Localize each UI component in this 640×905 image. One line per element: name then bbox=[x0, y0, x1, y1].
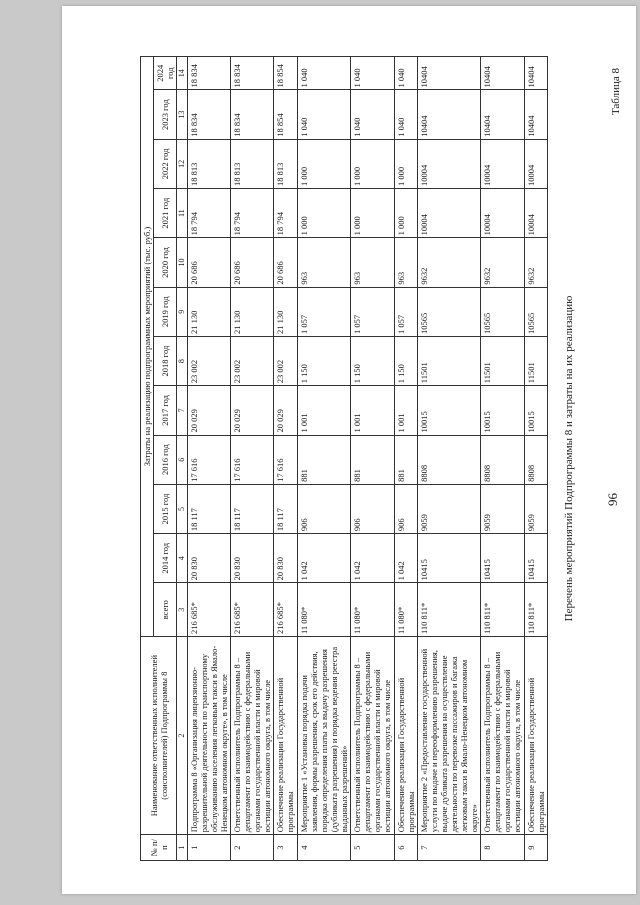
table-row bbox=[187, 57, 230, 861]
row-year-value: 10404 bbox=[524, 90, 547, 139]
header-year: 2024 год bbox=[154, 57, 177, 90]
row-number: 3 bbox=[274, 835, 297, 861]
row-year-value: 20 830 bbox=[230, 534, 273, 583]
row-year-value: 18 813 bbox=[187, 139, 230, 188]
row-total: 11 080* bbox=[297, 583, 351, 637]
row-year-value: 17 616 bbox=[187, 435, 230, 484]
row-year-value: 9059 bbox=[524, 484, 547, 533]
row-year-value: 21 130 bbox=[274, 287, 297, 336]
header-year: 2019 год bbox=[154, 287, 177, 336]
column-index: 12 bbox=[177, 139, 188, 188]
row-year-value: 10404 bbox=[481, 90, 524, 139]
row-name: Подпрограмма 8 «Организация лицензионно-разрешительной деятельности по транспортному обслуживанию населения легковым такси в Ямало-Ненецком автономном округе», в том числе bbox=[187, 637, 230, 835]
row-year-value: 10004 bbox=[481, 139, 524, 188]
row-year-value: 906 bbox=[351, 484, 394, 533]
row-year-value: 9632 bbox=[417, 238, 481, 287]
row-year-value: 1 040 bbox=[351, 90, 394, 139]
row-year-value: 20 029 bbox=[230, 386, 273, 435]
row-year-value: 10415 bbox=[524, 534, 547, 583]
row-total: 11 080* bbox=[394, 583, 417, 637]
row-year-value: 11501 bbox=[481, 336, 524, 385]
column-index: 6 bbox=[177, 435, 188, 484]
row-year-value: 10415 bbox=[481, 534, 524, 583]
row-year-value: 1 040 bbox=[297, 57, 351, 90]
row-year-value: 1 042 bbox=[351, 534, 394, 583]
row-year-value: 1 000 bbox=[297, 139, 351, 188]
column-index: 14 bbox=[177, 57, 188, 90]
row-year-value: 10565 bbox=[417, 287, 481, 336]
row-year-value: 10004 bbox=[524, 139, 547, 188]
header-year: 2018 год bbox=[154, 336, 177, 385]
row-year-value: 18 834 bbox=[230, 90, 273, 139]
row-name: Обеспечение реализации Государственной программы bbox=[394, 637, 417, 835]
column-index: 10 bbox=[177, 238, 188, 287]
table-header bbox=[141, 57, 177, 861]
row-year-value: 1 150 bbox=[297, 336, 351, 385]
row-year-value: 17 616 bbox=[274, 435, 297, 484]
row-year-value: 1 040 bbox=[394, 90, 417, 139]
measures-costs-table bbox=[140, 56, 548, 861]
column-index: 7 bbox=[177, 386, 188, 435]
column-index: 13 bbox=[177, 90, 188, 139]
column-index: 8 bbox=[177, 336, 188, 385]
column-index-row bbox=[177, 57, 188, 861]
row-year-value: 1 057 bbox=[297, 287, 351, 336]
row-year-value: 1 000 bbox=[394, 139, 417, 188]
row-year-value: 1 001 bbox=[351, 386, 394, 435]
row-year-value: 21 130 bbox=[230, 287, 273, 336]
row-year-value: 23 002 bbox=[187, 336, 230, 385]
row-name: Мероприятие 2 «Предоставление государственной услуги по выдаче и переоформлению разрешения, выдаче дубликата разрешения на осуществление деятельности по перевозке пассажиров и багажа легковым такси в Ямало-Ненецком автономном округе» bbox=[417, 637, 481, 835]
row-year-value: 1 150 bbox=[351, 336, 394, 385]
row-year-value: 8808 bbox=[524, 435, 547, 484]
header-total: всего bbox=[154, 583, 177, 637]
header-year: 2017 год bbox=[154, 386, 177, 435]
column-index: 3 bbox=[177, 583, 188, 637]
row-year-value: 1 150 bbox=[394, 336, 417, 385]
row-year-value: 1 057 bbox=[394, 287, 417, 336]
table-row bbox=[524, 57, 547, 861]
row-total: 216 685* bbox=[274, 583, 297, 637]
row-year-value: 1 057 bbox=[351, 287, 394, 336]
row-number: 5 bbox=[351, 835, 394, 861]
row-year-value: 20 686 bbox=[230, 238, 273, 287]
row-year-value: 10004 bbox=[481, 189, 524, 238]
row-name: Обеспечение реализации Государственной программы bbox=[274, 637, 297, 835]
row-year-value: 1 000 bbox=[297, 189, 351, 238]
header-year: 2020 год bbox=[154, 238, 177, 287]
row-year-value: 906 bbox=[297, 484, 351, 533]
row-year-value: 906 bbox=[394, 484, 417, 533]
header-year: 2015 год bbox=[154, 484, 177, 533]
row-year-value: 10565 bbox=[481, 287, 524, 336]
row-year-value: 18 854 bbox=[274, 90, 297, 139]
table-row bbox=[481, 57, 524, 861]
row-year-value: 20 686 bbox=[274, 238, 297, 287]
row-year-value: 9059 bbox=[481, 484, 524, 533]
row-year-value: 23 002 bbox=[274, 336, 297, 385]
table-label: Таблица 8 bbox=[610, 68, 622, 116]
row-year-value: 18 117 bbox=[230, 484, 273, 533]
row-year-value: 8808 bbox=[481, 435, 524, 484]
row-total: 216 685* bbox=[230, 583, 273, 637]
row-year-value: 10415 bbox=[417, 534, 481, 583]
row-total: 110 811* bbox=[417, 583, 481, 637]
row-year-value: 1 040 bbox=[297, 90, 351, 139]
table-row bbox=[394, 57, 417, 861]
row-year-value: 20 029 bbox=[274, 386, 297, 435]
row-year-value: 10404 bbox=[524, 57, 547, 90]
document-page bbox=[62, 6, 636, 894]
row-year-value: 1 042 bbox=[394, 534, 417, 583]
row-year-value: 1 040 bbox=[351, 57, 394, 90]
column-index: 2 bbox=[177, 637, 188, 835]
row-year-value: 963 bbox=[394, 238, 417, 287]
row-number: 1 bbox=[187, 835, 230, 861]
row-year-value: 963 bbox=[351, 238, 394, 287]
row-year-value: 10004 bbox=[417, 189, 481, 238]
column-index: 5 bbox=[177, 484, 188, 533]
row-year-value: 10004 bbox=[417, 139, 481, 188]
column-index: 11 bbox=[177, 189, 188, 238]
row-year-value: 18 834 bbox=[230, 57, 273, 90]
page-number: 96 bbox=[605, 493, 620, 506]
row-year-value: 1 000 bbox=[394, 189, 417, 238]
row-year-value: 20 029 bbox=[187, 386, 230, 435]
row-year-value: 10404 bbox=[481, 57, 524, 90]
row-year-value: 18 794 bbox=[187, 189, 230, 238]
header-year: 2016 год bbox=[154, 435, 177, 484]
row-year-value: 10404 bbox=[417, 90, 481, 139]
row-year-value: 881 bbox=[297, 435, 351, 484]
row-number: 9 bbox=[524, 835, 547, 861]
row-name: Ответственный исполнитель Подпрограммы 8 – департамент по взаимодействию с федеральными органами государственной власти и мировой юстиции автономного округа, в том числе bbox=[481, 637, 524, 835]
row-name: Ответственный исполнитель Подпрограммы 8 – департамент по взаимодействию с федеральными органами государственной власти и мировой юстиции автономного округа, в том числе bbox=[351, 637, 394, 835]
row-year-value: 18 794 bbox=[230, 189, 273, 238]
row-year-value: 20 830 bbox=[274, 534, 297, 583]
header-number: № п/п bbox=[141, 835, 177, 861]
row-year-value: 10004 bbox=[524, 189, 547, 238]
table-row bbox=[274, 57, 297, 861]
row-year-value: 23 002 bbox=[230, 336, 273, 385]
table-title: Перечень мероприятий Подпрограммы 8 и затраты на их реализацию bbox=[563, 295, 575, 622]
header-name: Наименование ответственных исполнителей (соисполнителей) Подпрограммы 8 bbox=[141, 637, 177, 835]
row-year-value: 11501 bbox=[417, 336, 481, 385]
row-year-value: 881 bbox=[394, 435, 417, 484]
row-year-value: 18 834 bbox=[187, 90, 230, 139]
row-year-value: 1 000 bbox=[351, 139, 394, 188]
row-year-value: 1 042 bbox=[297, 534, 351, 583]
rotated-page-content bbox=[140, 56, 640, 861]
row-number: 6 bbox=[394, 835, 417, 861]
row-year-value: 9632 bbox=[524, 238, 547, 287]
row-year-value: 9059 bbox=[417, 484, 481, 533]
column-index: 4 bbox=[177, 534, 188, 583]
row-name: Ответственный исполнитель Подпрограммы 8 – департамент по взаимодействию с федеральными органами государственной власти и мировой юстиции автономного округа, в том числе bbox=[230, 637, 273, 835]
row-year-value: 9632 bbox=[481, 238, 524, 287]
row-name: Обеспечение реализации Государственной программы bbox=[524, 637, 547, 835]
table-body bbox=[177, 57, 548, 861]
row-name: Мероприятие 1 «Установка порядка подачи заявления, формы разрешения, срок его действия, порядка определения платы за выдачу разрешения (дубликата разрешения) и порядка ведения реестра выданных разрешений» bbox=[297, 637, 351, 835]
row-total: 216 685* bbox=[187, 583, 230, 637]
row-year-value: 18 117 bbox=[187, 484, 230, 533]
row-year-value: 1 000 bbox=[351, 189, 394, 238]
table-row bbox=[417, 57, 481, 861]
row-year-value: 18 834 bbox=[187, 57, 230, 90]
row-year-value: 18 794 bbox=[274, 189, 297, 238]
row-number: 7 bbox=[417, 835, 481, 861]
row-total: 11 080* bbox=[351, 583, 394, 637]
row-year-value: 1 001 bbox=[394, 386, 417, 435]
row-year-value: 963 bbox=[297, 238, 351, 287]
column-index: 9 bbox=[177, 287, 188, 336]
row-year-value: 11501 bbox=[524, 336, 547, 385]
row-number: 2 bbox=[230, 835, 273, 861]
row-year-value: 10015 bbox=[524, 386, 547, 435]
header-year: 2023 год bbox=[154, 90, 177, 139]
row-year-value: 8808 bbox=[417, 435, 481, 484]
column-index: 1 bbox=[177, 835, 188, 861]
row-number: 4 bbox=[297, 835, 351, 861]
row-year-value: 10015 bbox=[481, 386, 524, 435]
table-row bbox=[351, 57, 394, 861]
table-row bbox=[230, 57, 273, 861]
row-number: 8 bbox=[481, 835, 524, 861]
row-year-value: 10404 bbox=[417, 57, 481, 90]
row-year-value: 18 117 bbox=[274, 484, 297, 533]
row-total: 110 811* bbox=[481, 583, 524, 637]
header-year: 2022 год bbox=[154, 139, 177, 188]
row-year-value: 17 616 bbox=[230, 435, 273, 484]
row-year-value: 10565 bbox=[524, 287, 547, 336]
row-year-value: 10015 bbox=[417, 386, 481, 435]
row-year-value: 21 130 bbox=[187, 287, 230, 336]
row-year-value: 1 040 bbox=[394, 57, 417, 90]
row-year-value: 1 001 bbox=[297, 386, 351, 435]
header-year: 2014 год bbox=[154, 534, 177, 583]
row-year-value: 20 686 bbox=[187, 238, 230, 287]
row-total: 110 811* bbox=[524, 583, 547, 637]
header-year: 2021 год bbox=[154, 189, 177, 238]
row-year-value: 18 854 bbox=[274, 57, 297, 90]
row-year-value: 20 830 bbox=[187, 534, 230, 583]
row-year-value: 18 813 bbox=[274, 139, 297, 188]
header-costs-group: Затраты на реализацию подпрограммных мероприятий (тыс. руб.) bbox=[141, 57, 154, 637]
table-row bbox=[297, 57, 351, 861]
row-year-value: 881 bbox=[351, 435, 394, 484]
row-year-value: 18 813 bbox=[230, 139, 273, 188]
